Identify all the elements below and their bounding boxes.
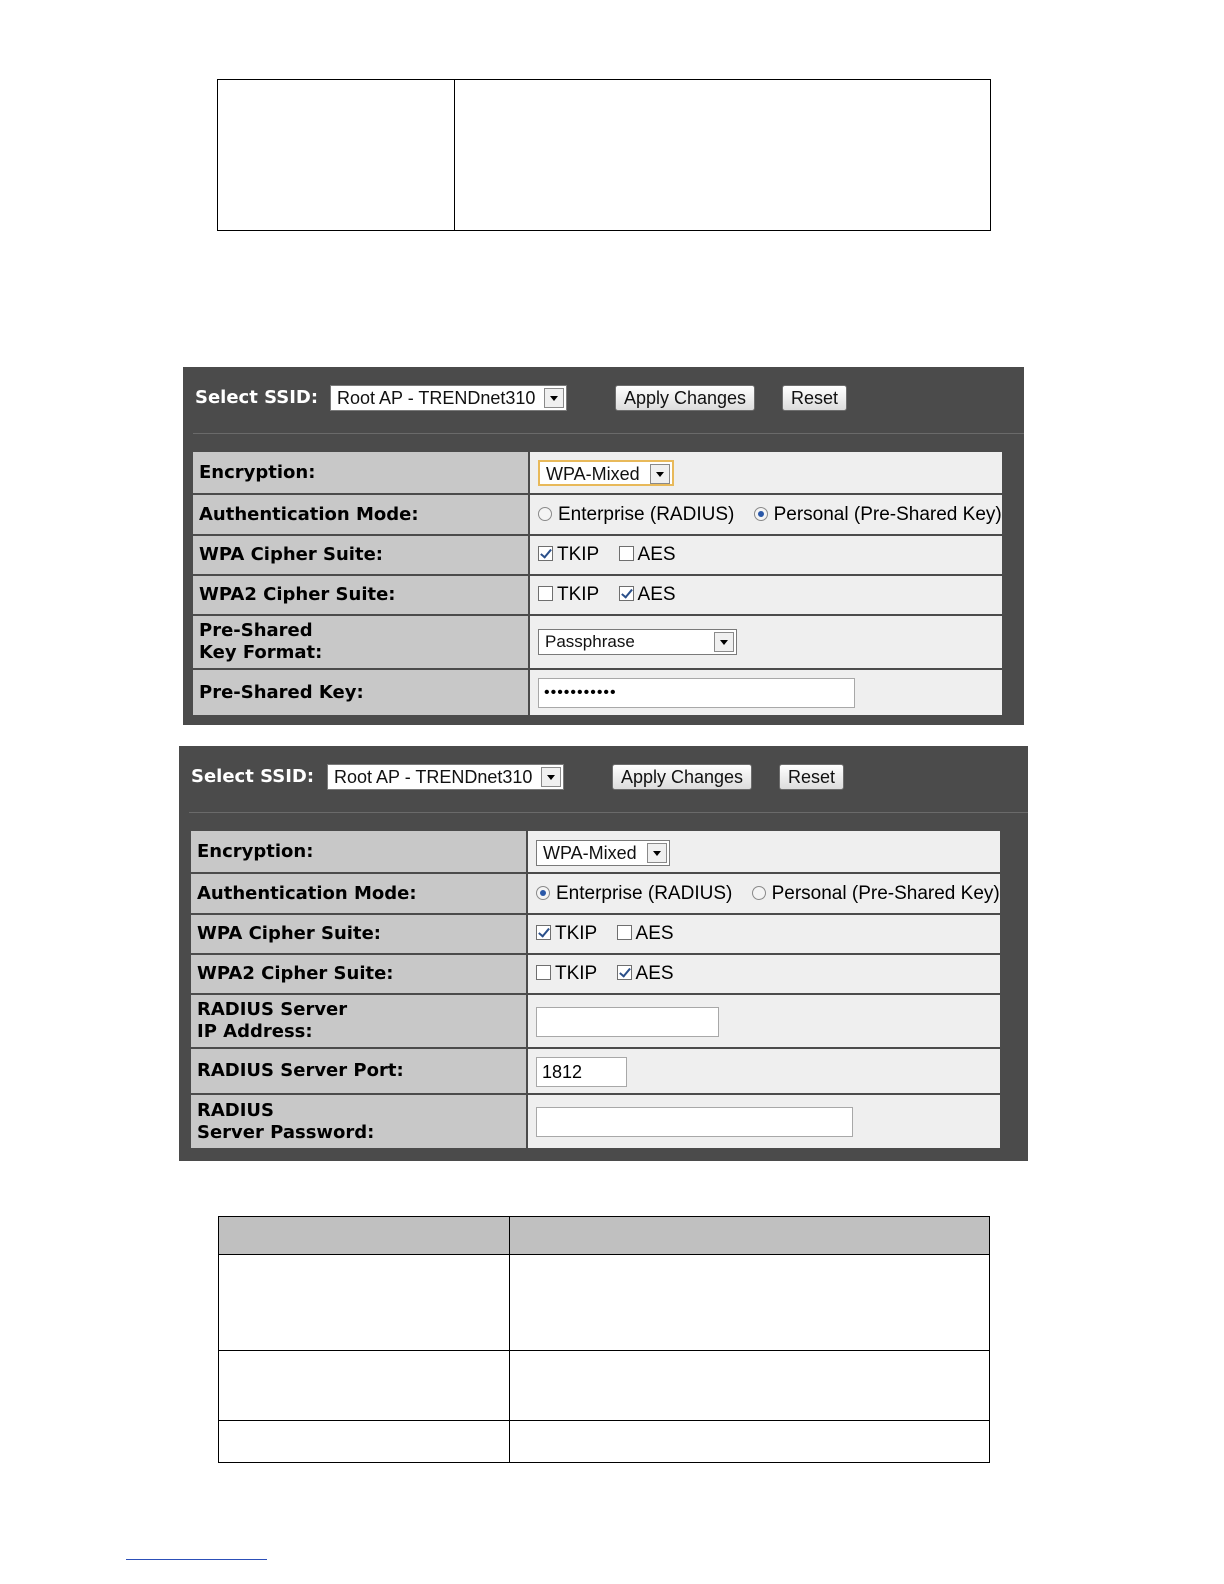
auth-enterprise-option[interactable] — [538, 504, 734, 525]
bottom-doc-cell — [219, 1255, 510, 1351]
encryption-select[interactable] — [538, 460, 674, 486]
psk-format-cell — [529, 615, 1002, 669]
radius-password-label-line2: Server Password: — [197, 1121, 375, 1143]
wpa2-cipher-label: WPA2 Cipher Suite: — [193, 575, 529, 615]
select-ssid-label: Select SSID: — [195, 387, 319, 408]
wpa-aes-text: AES — [635, 923, 674, 944]
radius-password-cell — [527, 1094, 1000, 1148]
psk-format-label-line1: Pre-Shared — [199, 620, 313, 641]
encryption-label: Encryption: — [191, 830, 527, 873]
auth-mode-cell — [527, 873, 1000, 914]
wpa2-aes-option[interactable] — [617, 963, 674, 984]
bottom-doc-cell — [219, 1351, 510, 1421]
auth-enterprise-text: Enterprise (RADIUS) — [558, 503, 735, 525]
wpa-tkip-option[interactable] — [536, 923, 597, 944]
wpa-aes-checkbox[interactable] — [619, 546, 634, 561]
radio-personal[interactable] — [752, 886, 766, 900]
wpa-tkip-option[interactable] — [538, 544, 599, 565]
radio-enterprise[interactable] — [538, 507, 552, 521]
wpa2-tkip-text: TKIP — [557, 584, 600, 605]
wpa2-cipher-cell — [527, 954, 1000, 994]
ssid-toolbar — [179, 746, 1028, 808]
dropdown-arrow-icon[interactable] — [544, 388, 564, 408]
wpa-tkip-checkbox[interactable] — [536, 925, 551, 940]
wpa2-tkip-option[interactable] — [536, 963, 597, 984]
reset-button[interactable]: Reset — [779, 764, 844, 790]
bottom-doc-cell — [510, 1421, 990, 1463]
encryption-label: Encryption: — [193, 451, 529, 494]
radius-ip-label-line2: IP Address: — [197, 1021, 313, 1042]
radius-ip-input[interactable] — [536, 1007, 719, 1037]
dropdown-arrow-icon[interactable] — [714, 632, 734, 652]
dropdown-arrow-icon[interactable] — [541, 767, 561, 787]
encryption-select-value: WPA-Mixed — [543, 843, 637, 863]
psk-cell — [529, 669, 1002, 715]
radius-password-label — [191, 1094, 527, 1148]
top-doc-cell-right — [455, 80, 991, 231]
wpa2-aes-option[interactable] — [619, 584, 676, 605]
wpa-aes-option[interactable] — [617, 923, 674, 944]
bottom-doc-cell — [510, 1255, 990, 1351]
encryption-select[interactable] — [536, 840, 670, 866]
encryption-select-value: WPA-Mixed — [546, 464, 640, 484]
wpa-cipher-label: WPA Cipher Suite: — [191, 914, 527, 954]
auth-enterprise-option[interactable] — [536, 883, 732, 904]
wpa2-aes-text: AES — [637, 584, 676, 605]
select-ssid-label: Select SSID: — [191, 766, 315, 787]
wpa-aes-option[interactable] — [619, 544, 676, 565]
auth-personal-text: Personal (Pre-Shared Key) — [771, 882, 1000, 904]
radius-port-label: RADIUS Server Port: — [191, 1048, 527, 1094]
radius-password-input[interactable] — [536, 1107, 853, 1137]
wpa-personal-panel — [183, 367, 1024, 725]
auth-mode-cell — [529, 494, 1002, 535]
encryption-cell — [527, 830, 1000, 873]
psk-label: Pre-Shared Key: — [193, 669, 529, 715]
psk-format-label — [193, 615, 529, 669]
auth-personal-option[interactable] — [754, 504, 1002, 525]
apply-changes-button[interactable]: Apply Changes — [615, 385, 755, 411]
wpa2-aes-text: AES — [635, 963, 674, 984]
bottom-doc-cell — [510, 1351, 990, 1421]
radio-personal[interactable] — [754, 507, 768, 521]
dropdown-arrow-icon[interactable] — [647, 843, 667, 863]
auth-personal-option[interactable] — [752, 883, 1000, 904]
bottom-doc-cell — [219, 1421, 510, 1463]
footer-underline-link — [126, 1559, 267, 1560]
wpa2-tkip-checkbox[interactable] — [536, 965, 551, 980]
wpa-cipher-label: WPA Cipher Suite: — [193, 535, 529, 575]
ssid-select[interactable] — [327, 764, 564, 790]
auth-mode-label: Authentication Mode: — [191, 873, 527, 914]
radius-ip-label-line1: RADIUS Server — [197, 999, 348, 1020]
radius-ip-cell — [527, 994, 1000, 1048]
toolbar-separator — [189, 812, 1028, 813]
wpa-enterprise-panel — [179, 746, 1028, 1161]
bottom-doc-header-right — [510, 1217, 990, 1255]
radius-port-cell — [527, 1048, 1000, 1094]
wpa-tkip-text: TKIP — [555, 923, 598, 944]
wpa-aes-checkbox[interactable] — [617, 925, 632, 940]
encryption-cell — [529, 451, 1002, 494]
ssid-select-value: Root AP - TRENDnet310 — [337, 388, 536, 408]
radius-password-label-line1: RADIUS — [197, 1099, 275, 1121]
wpa2-cipher-label: WPA2 Cipher Suite: — [191, 954, 527, 994]
radio-enterprise[interactable] — [536, 886, 550, 900]
ssid-select[interactable] — [330, 385, 567, 411]
wpa2-tkip-option[interactable] — [538, 584, 599, 605]
top-doc-cell-left — [218, 80, 455, 231]
psk-format-select[interactable] — [538, 629, 737, 655]
top-doc-table — [217, 79, 991, 231]
bottom-doc-header-left — [219, 1217, 510, 1255]
wpa2-aes-checkbox[interactable] — [619, 586, 634, 601]
auth-enterprise-text: Enterprise (RADIUS) — [556, 882, 733, 904]
wpa-cipher-cell — [527, 914, 1000, 954]
radius-ip-label — [191, 994, 527, 1048]
security-form — [191, 829, 1000, 1148]
wpa2-cipher-cell — [529, 575, 1002, 615]
wpa-cipher-cell — [529, 535, 1002, 575]
security-form — [193, 450, 1002, 715]
auth-mode-label: Authentication Mode: — [193, 494, 529, 535]
wpa-tkip-checkbox[interactable] — [538, 546, 553, 561]
reset-button[interactable]: Reset — [782, 385, 847, 411]
wpa2-tkip-checkbox[interactable] — [538, 586, 553, 601]
auth-personal-text: Personal (Pre-Shared Key) — [773, 503, 1002, 525]
wpa2-aes-checkbox[interactable] — [617, 965, 632, 980]
radius-port-input[interactable]: 1812 — [536, 1057, 627, 1087]
wpa-tkip-text: TKIP — [557, 544, 600, 565]
psk-input[interactable]: ••••••••••• — [538, 678, 855, 708]
toolbar-separator — [193, 433, 1024, 434]
wpa-aes-text: AES — [637, 544, 676, 565]
ssid-select-value: Root AP - TRENDnet310 — [334, 767, 533, 787]
wpa2-tkip-text: TKIP — [555, 963, 598, 984]
bottom-doc-table — [218, 1216, 990, 1463]
ssid-toolbar — [183, 367, 1024, 429]
psk-format-select-value: Passphrase — [545, 632, 635, 651]
psk-format-label-line2: Key Format: — [199, 642, 323, 663]
apply-changes-button[interactable]: Apply Changes — [612, 764, 752, 790]
dropdown-arrow-icon[interactable] — [650, 464, 670, 484]
